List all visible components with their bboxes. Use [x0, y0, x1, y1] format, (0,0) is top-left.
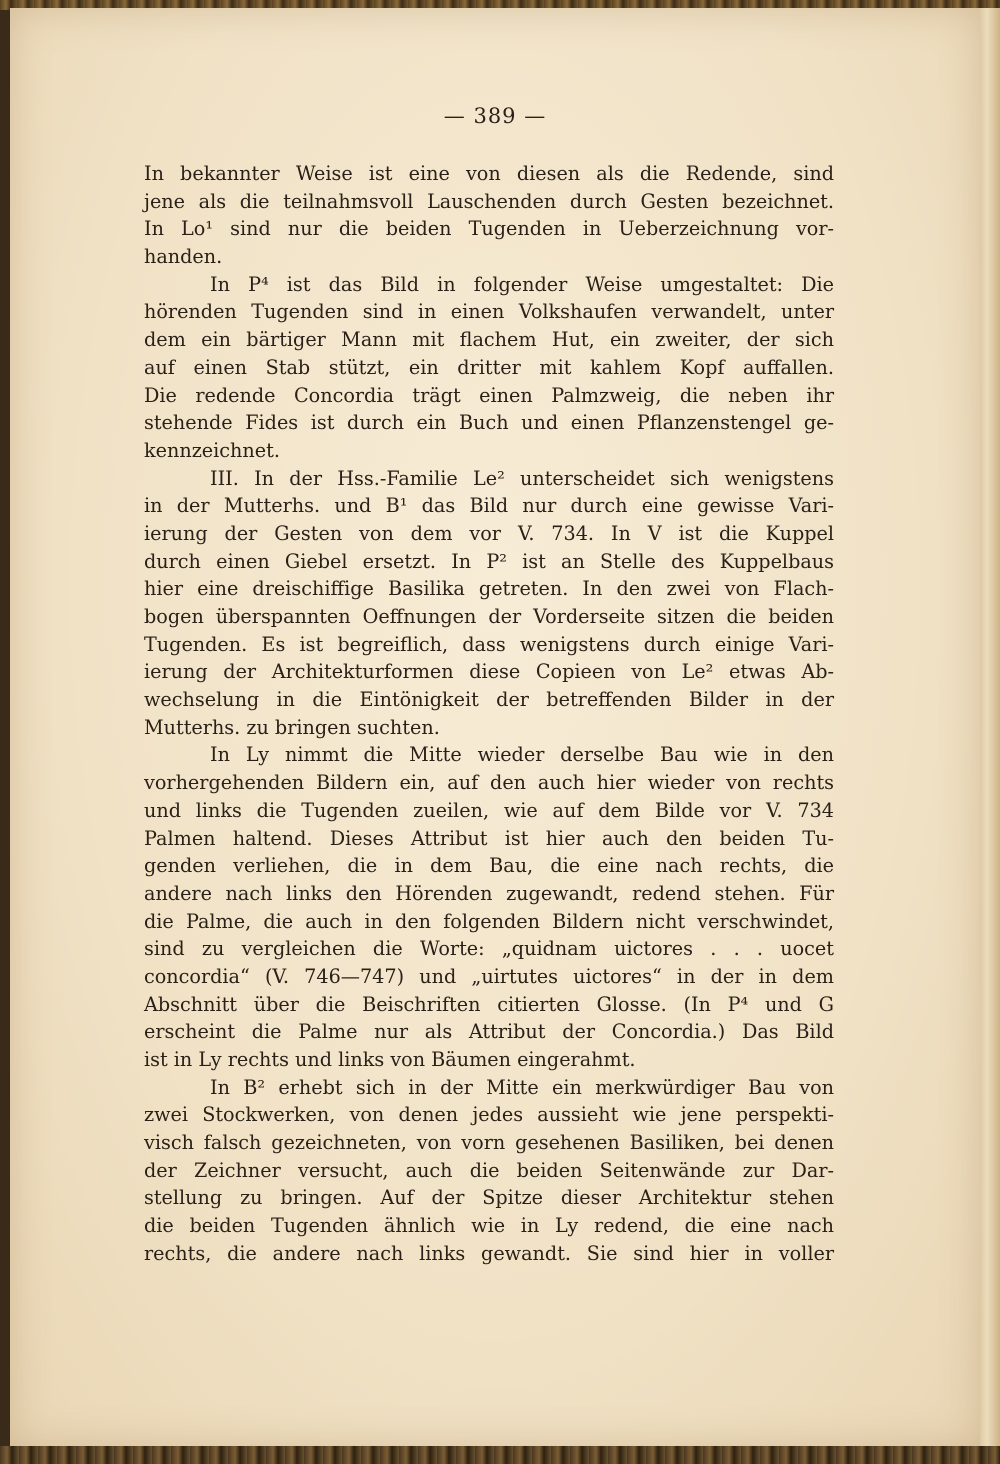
text-line: concordia“ (V. 746—747) und „uirtutes uictores“ in der in dem [144, 964, 834, 988]
text-line: der Zeichner versucht, auch die beiden Seitenwände zur Dar- [144, 1158, 834, 1182]
text-line: dem ein bärtiger Mann mit flachem Hut, ein zweiter, der sich [144, 328, 834, 352]
book-page [10, 8, 980, 1448]
paragraph-2 [144, 271, 834, 465]
text-line: Palmen haltend. Dieses Attribut ist hier auch den beiden Tu- [144, 826, 834, 850]
text-line: in der Mutterhs. und B¹ das Bild nur durch eine gewisse Vari- [144, 494, 834, 518]
body-text [144, 160, 834, 1268]
paragraph-5 [144, 1074, 834, 1268]
text-line: stehende Fides ist durch ein Buch und einen Pflanzenstengel ge- [144, 411, 834, 435]
text-line: genden verliehen, die in dem Bau, die eine nach rechts, die [144, 854, 834, 878]
text-line: sind zu vergleichen die Worte: „quidnam uictores . . . uocet [144, 937, 834, 961]
text-line: visch falsch gezeichneten, von vorn gesehenen Basiliken, bei denen [144, 1131, 834, 1155]
text-line: auf einen Stab stützt, ein dritter mit kahlem Kopf auffallen. [144, 355, 834, 379]
text-line: kennzeichnet. [144, 438, 280, 462]
paragraph-1 [144, 160, 834, 271]
text-line: hörenden Tugenden sind in einen Volkshaufen verwandelt, unter [144, 300, 834, 324]
text-line: wechselung in die Eintönigkeit der betreffenden Bilder in der [144, 688, 834, 712]
text-line: Tugenden. Es ist begreiflich, dass wenigstens durch einige Vari- [144, 632, 834, 656]
text-line: ist in Ly rechts und links von Bäumen eingerahmt. [144, 1048, 636, 1071]
text-line: zwei Stockwerken, von denen jedes aussieht wie jene perspekti- [144, 1103, 834, 1127]
text-line: hier eine dreischiffige Basilika getreten. In den zwei von Flach- [144, 577, 834, 601]
text-line: ierung der Architekturformen diese Copieen von Le² etwas Ab- [144, 660, 834, 684]
text-line: und links die Tugenden zueilen, wie auf dem Bilde vor V. 734 [144, 798, 834, 822]
text-line: bogen überspannten Oeffnungen der Vorderseite sitzen die beiden [144, 605, 834, 628]
paragraph-4 [144, 741, 834, 1073]
text-line: die beiden Tugenden ähnlich wie in Ly redend, die eine nach [144, 1214, 834, 1238]
text-line: Mutterhs. zu bringen suchten. [144, 715, 440, 739]
text-line: vorhergehenden Bildern ein, auf den auch hier wieder von rechts [144, 771, 834, 795]
text-line: In Lo¹ sind nur die beiden Tugenden in Ueberzeichnung vor- [144, 217, 834, 241]
text-line: Abschnitt über die Beischriften citierten Glosse. (In P⁴ und G [144, 992, 834, 1016]
text-line: erscheint die Palme nur als Attribut der Concordia.) Das Bild [144, 1020, 834, 1044]
text-line: In P⁴ ist das Bild in folgender Weise umgestaltet: Die [210, 272, 834, 296]
text-line: In Ly nimmt die Mitte wieder derselbe Bau wie in den [210, 743, 834, 767]
text-line: jene als die teilnahmsvoll Lauschenden durch Gesten bezeichnet. [144, 189, 834, 213]
text-line: andere nach links den Hörenden zugewandt, redend stehen. Für [144, 881, 834, 905]
text-line: Die redende Concordia trägt einen Palmzweig, die neben ihr [144, 383, 834, 407]
text-line: rechts, die andere nach links gewandt. Sie sind hier in voller [144, 1241, 834, 1265]
text-line: durch einen Giebel ersetzt. In P² ist an Stelle des Kuppelbaus [144, 549, 834, 573]
page-number: — 389 — [443, 104, 547, 128]
page-edge-right [978, 8, 1000, 1448]
text-line: In B² erhebt sich in der Mitte ein merkwürdiger Bau von [210, 1075, 834, 1099]
text-line: stellung zu bringen. Auf der Spitze dieser Architektur stehen [144, 1186, 834, 1210]
book-edge-bottom [0, 1446, 1000, 1464]
text-line: die Palme, die auch in den folgenden Bildern nicht verschwindet, [144, 909, 834, 933]
paragraph-3 [144, 465, 834, 742]
text-line: handen. [144, 245, 223, 269]
text-line: ierung der Gesten von dem vor V. 734. In V ist die Kuppel [144, 521, 834, 545]
text-line: III. In der Hss.-Familie Le² unterscheidet sich wenigstens [210, 466, 834, 490]
text-line: In bekannter Weise ist eine von diesen als die Redende, sind [144, 162, 834, 185]
